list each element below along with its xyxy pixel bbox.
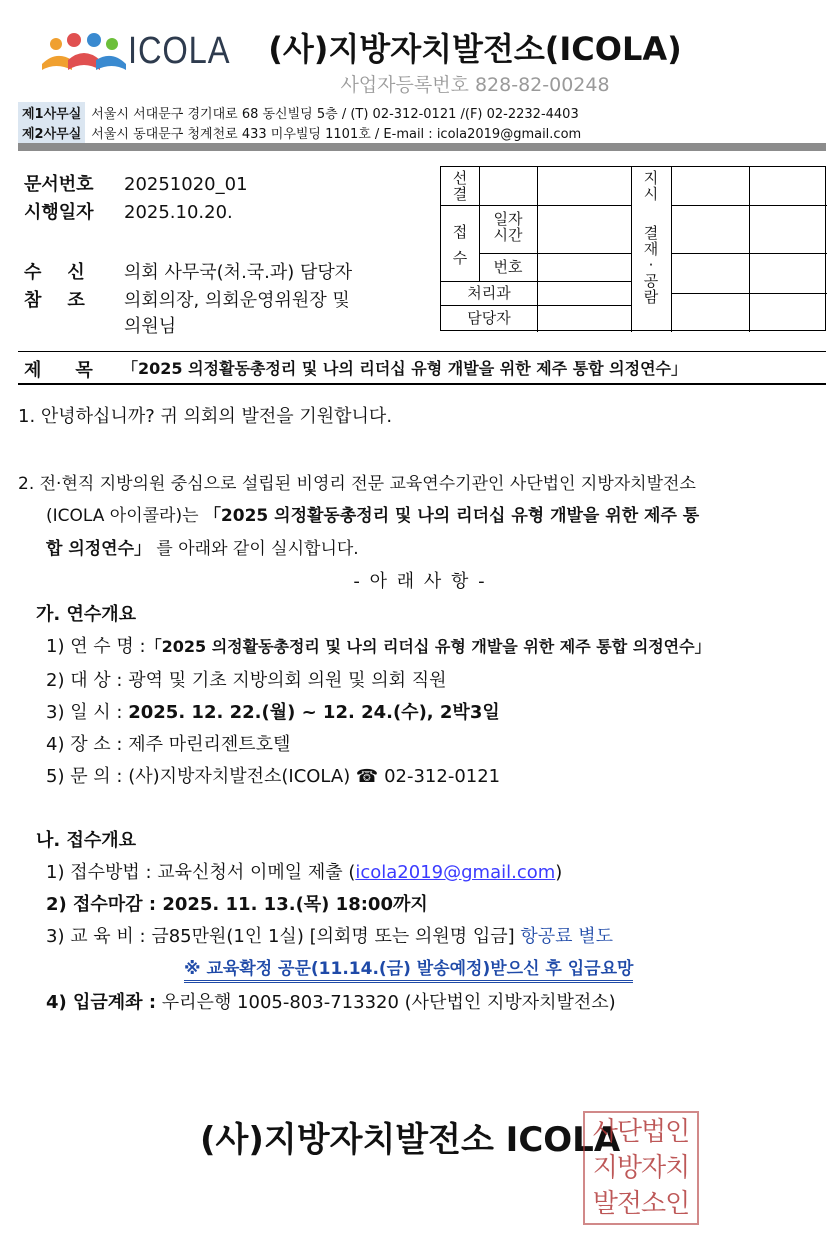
ga-item-4 [46, 730, 290, 756]
paragraph-2-line-1: 2. 전·현직 지방의원 중심으로 설립된 비영리 전문 교육연수기관인 사단법인 지방자치발전소 [18, 474, 696, 494]
na-fee-blue: 항공료 별도 [520, 926, 614, 947]
section-na-title: 나. 접수개요 [36, 830, 137, 851]
cell-ilja: 일자 시간 [493, 210, 523, 244]
paragraph-2-bold-1: 「2025 의정활동총정리 및 나의 리더십 유형 개발을 위한 제주 통 [203, 506, 700, 526]
ga-item-2 [46, 666, 446, 692]
ga-item-1 [46, 632, 711, 658]
na-account-label: 4) 입금계좌 : [46, 992, 157, 1013]
date-label: 시행일자 [24, 202, 94, 223]
official-seal [582, 1110, 700, 1226]
na-method [46, 858, 562, 884]
approval-table [440, 166, 826, 331]
office-2-text: 서울시 동대문구 청계천로 433 미우빌딩 1101호 / E-mail : icola2019@gmail.com [91, 127, 582, 142]
doc-number-row [24, 170, 248, 196]
cell-jeopsu: 접 수 [452, 223, 468, 267]
paragraph-2-bold-2: 합 의정연수」 [46, 539, 152, 559]
cell-gyeoljae: 결 재 · 공 람 [643, 224, 659, 306]
subject-bottom-line [18, 383, 826, 385]
na-deadline-value: 2025. 11. 13.(목) 18:00까지 [162, 894, 428, 915]
registration-number: 사업자등록번호 828-82-00248 [340, 74, 610, 96]
na-method-post: ) [555, 862, 563, 883]
ga-item-5-label: 5) 문 의 : [46, 766, 123, 787]
email-link[interactable]: icola2019@gmail.com [355, 862, 556, 883]
ga-item-1-label: 1) 연 수 명 : [46, 636, 146, 657]
na-deadline [46, 890, 428, 916]
na-fee-label: 3) 교 육 비 : [46, 926, 146, 947]
office-1 [18, 102, 579, 123]
footer-org-name: (사)지방자치발전소 ICOLA [200, 1120, 621, 1160]
cell-cheorigwa: 처리과 [467, 284, 511, 302]
paragraph-2-line-2 [46, 501, 699, 526]
na-account [46, 988, 616, 1014]
reference-value-1: 의회의장, 의회운영위원장 및 [124, 290, 350, 311]
doc-number-label: 문서번호 [24, 174, 94, 195]
paragraph-2-pre: (ICOLA 아이콜라)는 [46, 506, 204, 526]
na-method-pre: 교육신청서 이메일 제출 ( [157, 862, 356, 883]
seal-line-1: 사단법인 [592, 1117, 690, 1147]
reference-row [24, 286, 350, 312]
cell-seongyeol: 선 결 [452, 169, 468, 203]
cell-damdangja: 담당자 [467, 309, 511, 327]
ga-item-1-value: 「2025 의정활동총정리 및 나의 리더십 유형 개발을 위한 제주 통합 의정연수」 [145, 637, 711, 656]
ga-item-4-label: 4) 장 소 : [46, 734, 123, 755]
ga-item-3-value: 2025. 12. 22.(월) ~ 12. 24.(수), 2박3일 [128, 702, 500, 723]
na-fee-note: ※ 교육확정 공문(11.14.(금) 발송예정)받으신 후 입금요망 [184, 954, 633, 983]
na-deadline-label: 2) 접수마감 : [46, 894, 157, 915]
header-divider [18, 143, 826, 151]
office-1-label: 제1사무실 [18, 102, 85, 123]
na-account-value: 우리은행 1005-803-713320 (사단법인 지방자치발전소) [161, 992, 616, 1013]
ga-item-4-value: 제주 마린리젠트호텔 [128, 734, 291, 755]
ga-item-2-label: 2) 대 상 : [46, 670, 123, 691]
na-fee-value: 금85만원(1인 1실) [의회명 또는 의원명 입금] [151, 926, 521, 947]
logo-text: ICOLA [128, 30, 231, 72]
na-method-label: 1) 접수방법 : [46, 862, 152, 883]
recipient-label: 수신 [24, 262, 111, 283]
ga-item-2-value: 광역 및 기초 지방의회 의원 및 의회 직원 [128, 670, 447, 691]
paragraph-2-line-3 [46, 534, 359, 559]
recipient-value: 의회 사무국(처.국.과) 담당자 [124, 262, 353, 283]
subject-label: 제목 [24, 360, 127, 381]
office-2 [18, 122, 581, 143]
ga-item-3-label: 3) 일 시 : [46, 702, 123, 723]
paragraph-2-post: 를 아래와 같이 실시합니다. [151, 539, 359, 559]
subject-text: 「2025 의정활동총정리 및 나의 리더십 유형 개발을 위한 제주 통합 의정연수」 [122, 359, 688, 378]
ga-item-5-value: (사)지방자치발전소(ICOLA) ☎ 02-312-0121 [128, 766, 501, 787]
org-title: (사)지방자치발전소(ICOLA) [268, 30, 682, 68]
doc-number: 20251020_01 [124, 174, 248, 195]
recipient-row [24, 258, 352, 284]
reference-label: 참조 [24, 290, 111, 311]
cell-jisi: 지 시 [643, 169, 659, 203]
cell-beonho: 번호 [493, 258, 523, 276]
ga-item-3 [46, 698, 500, 724]
ga-item-5 [46, 762, 500, 788]
seal-line-3: 발전소인 [592, 1189, 690, 1219]
office-1-text: 서울시 서대문구 경기대로 68 동신빌딩 5층 / (T) 02-312-0121 /(F) 02-2232-4403 [91, 107, 579, 122]
paragraph-1: 1. 안녕하십니까? 귀 의회의 발전을 기원합니다. [18, 406, 393, 427]
date-value: 2025.10.20. [124, 202, 233, 223]
seal-line-2: 지방자치 [592, 1153, 690, 1183]
date-row [24, 198, 233, 224]
office-2-label: 제2사무실 [18, 122, 85, 143]
reference-value-2: 의원님 [124, 316, 177, 337]
subject-top-line [18, 351, 826, 352]
arae-heading: - 아 래 사 항 - [353, 571, 487, 592]
na-fee [46, 922, 613, 948]
section-ga-title: 가. 연수개요 [36, 604, 137, 625]
